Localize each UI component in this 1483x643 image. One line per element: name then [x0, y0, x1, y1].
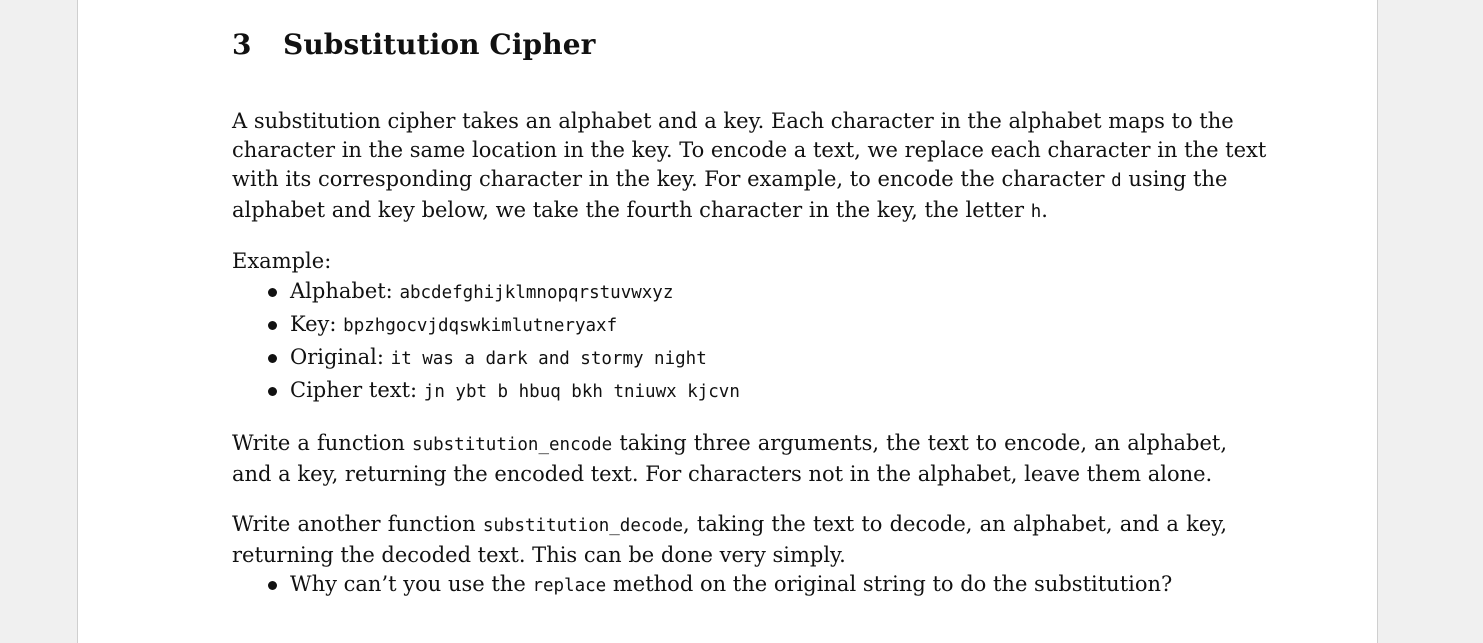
decode-text: Write another function — [232, 512, 483, 536]
example-list — [232, 276, 740, 408]
question-text: Why can’t you use the — [290, 572, 533, 596]
intro-line: A substitution cipher takes an alphabet and a key. Each character in the alphabet maps to the — [232, 109, 1234, 133]
decode-paragraph — [232, 510, 1227, 570]
intro-line — [232, 196, 1227, 227]
section-number: 3 — [232, 28, 252, 61]
list-item — [232, 342, 740, 375]
intro-line: character in the same location in the key. To encode a text, we replace each character in the text — [232, 138, 1267, 162]
intro-line — [232, 165, 1227, 196]
item-value: abcdefghijklmnopqrstuvwxyz — [399, 283, 674, 303]
decode-line: returning the decoded text. This can be done very simply. — [232, 543, 846, 567]
question-list — [232, 569, 1172, 602]
item-value: jn ybt b hbuq bkh tniuwx kjcvn — [423, 382, 740, 402]
bullet-icon — [268, 387, 277, 396]
inline-code: replace — [532, 576, 607, 596]
item-label: Key: — [290, 312, 344, 336]
list-item — [232, 375, 740, 408]
item-label: Cipher text: — [290, 378, 424, 402]
intro-text: alphabet and key below, we take the fourth character in the key, the letter — [232, 198, 1031, 222]
bullet-icon — [268, 581, 277, 590]
decode-text: , taking the text to decode, an alphabet, and a key, — [683, 512, 1227, 536]
bullet-icon — [268, 321, 277, 330]
intro-text: using the — [1121, 167, 1228, 191]
item-value: it was a dark and stormy night — [390, 349, 707, 369]
document-page — [77, 0, 1378, 643]
inline-code: d — [1111, 171, 1122, 191]
intro-text: with its corresponding character in the key. For example, to encode the character — [232, 167, 1112, 191]
inline-code: substitution_encode — [412, 435, 613, 455]
encode-text: Write a function — [232, 431, 413, 455]
inline-code: substitution_decode — [482, 516, 684, 536]
bullet-icon — [268, 288, 277, 297]
bullet-icon — [268, 354, 277, 363]
example-label: Example: — [232, 249, 332, 273]
encode-line: and a key, returning the encoded text. For characters not in the alphabet, leave them alone. — [232, 462, 1213, 486]
inline-code: h — [1030, 202, 1042, 222]
list-item — [232, 309, 740, 342]
section-heading — [232, 25, 595, 65]
encode-line — [232, 429, 1227, 460]
item-value: bpzhgocvjdqswkimlutneryaxf — [343, 316, 618, 336]
intro-paragraph — [232, 107, 1267, 227]
encode-paragraph — [232, 429, 1227, 489]
section-title: Substitution Cipher — [283, 28, 596, 61]
list-item — [232, 569, 1172, 602]
item-label: Original: — [290, 345, 391, 369]
list-item — [232, 276, 740, 309]
encode-text: taking three arguments, the text to encode, an alphabet, — [612, 431, 1227, 455]
item-label: Alphabet: — [290, 279, 400, 303]
question-text: method on the original string to do the substitution? — [606, 572, 1173, 596]
decode-line — [232, 510, 1227, 541]
intro-text: . — [1041, 198, 1048, 222]
